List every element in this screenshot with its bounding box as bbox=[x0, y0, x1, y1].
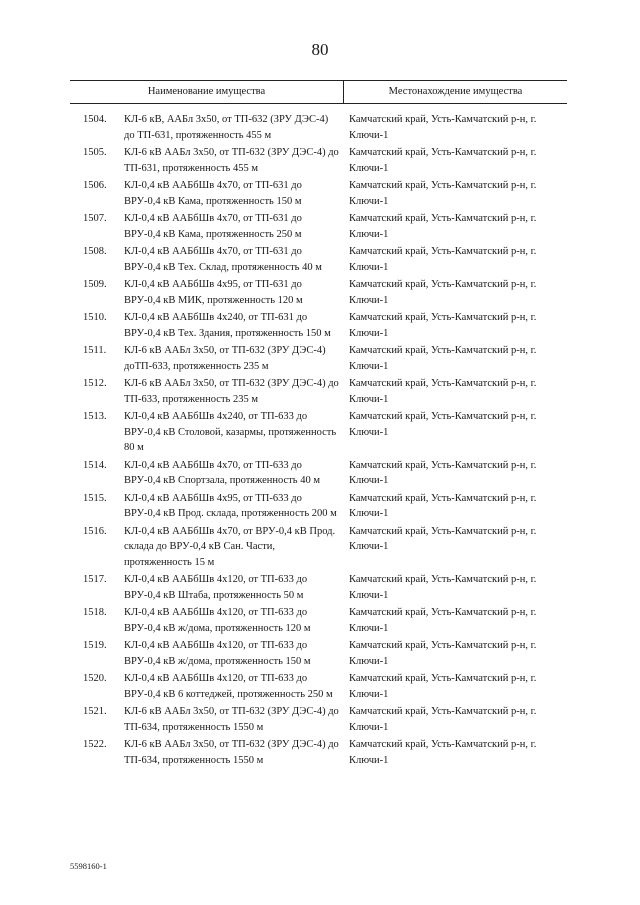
table-body bbox=[0, 112, 640, 770]
property-location: Камчатский край, Усть-Камчатский р-н, г. Ключи-1 bbox=[349, 279, 537, 306]
property-name: КЛ-0,4 кВ ААБбШв 4х120, от ТП-633 до ВРУ-0,4 кВ Штаба, протяженность 50 м bbox=[124, 574, 308, 601]
property-name: КЛ-0,4 кВ ААБбШв 4х70, от ТП-631 до ВРУ-0,4 кВ Кама, протяженность 250 м bbox=[124, 213, 302, 240]
row-number: 1522. bbox=[83, 739, 107, 750]
row-number: 1517. bbox=[83, 574, 107, 585]
table-row bbox=[0, 524, 640, 571]
property-name: КЛ-0,4 кВ ААБбШв 4х120, от ТП-633 до ВРУ-0,4 кВ ж/дома, протяженность 150 м bbox=[124, 640, 311, 667]
property-name: КЛ-0,4 кВ ААБбШв 4х70, от ТП-631 до ВРУ-0,4 кВ Кама, протяженность 150 м bbox=[124, 180, 302, 207]
table-row bbox=[0, 178, 640, 209]
row-number: 1519. bbox=[83, 640, 107, 651]
property-name: КЛ-6 кВ ААБл 3х50, от ТП-632 (ЗРУ ДЭС-4) до ТП-631, протяженность 455 м bbox=[124, 147, 339, 174]
row-number: 1520. bbox=[83, 673, 107, 684]
table-row bbox=[0, 145, 640, 176]
row-number: 1505. bbox=[83, 147, 107, 158]
property-location: Камчатский край, Усть-Камчатский р-н, г. Ключи-1 bbox=[349, 574, 537, 601]
row-number: 1516. bbox=[83, 525, 107, 537]
property-name: КЛ-0,4 кВ ААБбШв 4х240, от ТП-633 до ВРУ-0,4 кВ Столовой, казармы, протяженность 80 м bbox=[124, 411, 337, 453]
table-row bbox=[0, 310, 640, 341]
table-row bbox=[0, 244, 640, 275]
table-row bbox=[0, 409, 640, 456]
property-location: Камчатский край, Усть-Камчатский р-н, г. Ключи-1 bbox=[349, 492, 537, 519]
property-name: КЛ-6 кВ ААБл 3х50, от ТП-632 (ЗРУ ДЭС-4) до ТП-634, протяженность 1550 м bbox=[124, 739, 339, 766]
table-row bbox=[0, 277, 640, 308]
property-name: КЛ-6 кВ, ААБл 3х50, от ТП-632 (ЗРУ ДЭС-4) до ТП-631, протяженность 455 м bbox=[124, 114, 329, 141]
property-name: КЛ-0,4 кВ ААБбШв 4х95, от ТП-631 до ВРУ-0,4 кВ МИК, протяженность 120 м bbox=[124, 279, 303, 306]
property-name: КЛ-0,4 кВ ААБбШв 4х70, от ВРУ-0,4 кВ Прод. склада до ВРУ-0,4 кВ Сан. Части, протяженность 15 м bbox=[124, 525, 336, 568]
property-name: КЛ-0,4 кВ ААБбШв 4х95, от ТП-633 до ВРУ-0,4 кВ Прод. склада, протяженность 200 м bbox=[124, 492, 337, 519]
table-row bbox=[0, 343, 640, 374]
row-number: 1509. bbox=[83, 279, 107, 290]
property-name: КЛ-6 кВ ААБл 3х50, от ТП-632 (ЗРУ ДЭС-4) доТП-633, протяженность 235 м bbox=[124, 345, 326, 372]
property-name: КЛ-0,4 кВ ААБбШв 4х120, от ТП-633 до ВРУ-0,4 кВ 6 коттеджей, протяженность 250 м bbox=[124, 673, 333, 700]
property-location: Камчатский край, Усть-Камчатский р-н, г. Ключи-1 bbox=[349, 607, 537, 634]
row-number: 1504. bbox=[83, 114, 107, 125]
table-row bbox=[0, 671, 640, 702]
table-row bbox=[0, 572, 640, 603]
row-number: 1508. bbox=[83, 246, 107, 257]
property-name: КЛ-6 кВ ААБл 3х50, от ТП-632 (ЗРУ ДЭС-4) до ТП-633, протяженность 235 м bbox=[124, 378, 339, 405]
table-row bbox=[0, 605, 640, 636]
table-header bbox=[70, 80, 567, 104]
property-location: Камчатский край, Усть-Камчатский р-н, г. Ключи-1 bbox=[349, 114, 537, 141]
property-location: Камчатский край, Усть-Камчатский р-н, г. Ключи-1 bbox=[349, 739, 537, 766]
property-location: Камчатский край, Усть-Камчатский р-н, г. Ключи-1 bbox=[349, 673, 537, 700]
table-row bbox=[0, 638, 640, 669]
header-location: Местонахождение имущества bbox=[388, 86, 523, 97]
row-number: 1506. bbox=[83, 180, 107, 191]
property-name: КЛ-0,4 кВ ААБбШв 4х70, от ТП-631 до ВРУ-0,4 кВ Тех. Склад, протяженность 40 м bbox=[124, 246, 322, 273]
property-location: Камчатский край, Усть-Камчатский р-н, г. Ключи-1 bbox=[349, 525, 537, 552]
table-row bbox=[0, 491, 640, 522]
property-location: Камчатский край, Усть-Камчатский р-н, г. Ключи-1 bbox=[349, 459, 537, 486]
property-location: Камчатский край, Усть-Камчатский р-н, г. Ключи-1 bbox=[349, 213, 537, 240]
document-code: 5598160-1 bbox=[70, 861, 107, 871]
property-location: Камчатский край, Усть-Камчатский р-н, г. Ключи-1 bbox=[349, 312, 537, 339]
property-location: Камчатский край, Усть-Камчатский р-н, г. Ключи-1 bbox=[349, 411, 537, 438]
row-number: 1507. bbox=[83, 213, 107, 224]
row-number: 1514. bbox=[83, 459, 107, 471]
row-number: 1518. bbox=[83, 607, 107, 618]
table-row bbox=[0, 112, 640, 143]
table-row bbox=[0, 458, 640, 489]
property-name: КЛ-6 кВ ААБл 3х50, от ТП-632 (ЗРУ ДЭС-4) до ТП-634, протяженность 1550 м bbox=[124, 706, 339, 733]
property-location: Камчатский край, Усть-Камчатский р-н, г. Ключи-1 bbox=[349, 640, 537, 667]
property-name: КЛ-0,4 кВ ААБбШв 4х240, от ТП-631 до ВРУ-0,4 кВ Тех. Здания, протяженность 150 м bbox=[124, 312, 331, 339]
page-number: 80 bbox=[311, 40, 329, 59]
row-number: 1510. bbox=[83, 312, 107, 323]
row-number: 1512. bbox=[83, 378, 107, 389]
property-location: Камчатский край, Усть-Камчатский р-н, г. Ключи-1 bbox=[349, 147, 537, 174]
table-row bbox=[0, 704, 640, 735]
row-number: 1521. bbox=[83, 706, 107, 717]
property-location: Камчатский край, Усть-Камчатский р-н, г. Ключи-1 bbox=[349, 706, 537, 733]
property-name: КЛ-0,4 кВ ААБбШв 4х70, от ТП-633 до ВРУ-0,4 кВ Спортзала, протяженность 40 м bbox=[124, 459, 320, 486]
row-number: 1515. bbox=[83, 492, 107, 504]
property-location: Камчатский край, Усть-Камчатский р-н, г. Ключи-1 bbox=[349, 246, 537, 273]
row-number: 1511. bbox=[83, 345, 107, 356]
table-row bbox=[0, 376, 640, 407]
header-name: Наименование имущества bbox=[70, 81, 344, 103]
row-number: 1513. bbox=[83, 411, 107, 422]
property-location: Камчатский край, Усть-Камчатский р-н, г. Ключи-1 bbox=[349, 180, 537, 207]
table-row bbox=[0, 211, 640, 242]
table-row bbox=[0, 737, 640, 768]
property-name: КЛ-0,4 кВ ААБбШв 4х120, от ТП-633 до ВРУ-0,4 кВ ж/дома, протяженность 120 м bbox=[124, 607, 311, 634]
property-location: Камчатский край, Усть-Камчатский р-н, г. Ключи-1 bbox=[349, 345, 537, 372]
property-location: Камчатский край, Усть-Камчатский р-н, г. Ключи-1 bbox=[349, 378, 537, 405]
